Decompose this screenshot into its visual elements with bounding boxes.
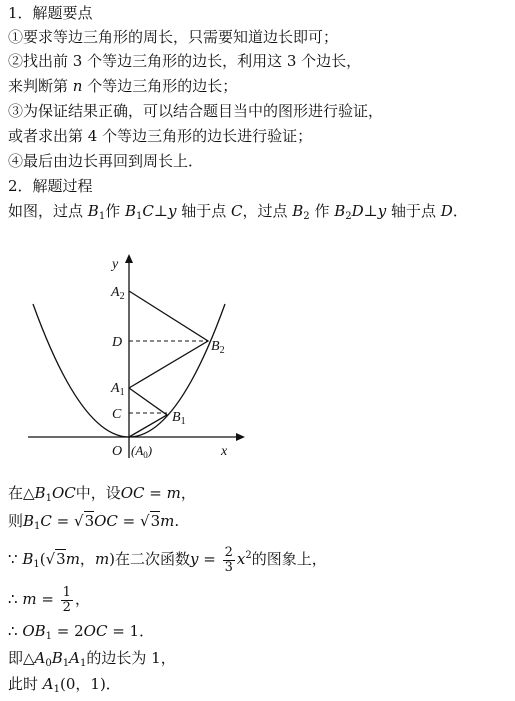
sqrt-symbol: √3: [74, 512, 95, 530]
point-1: ①要求等边三角形的周长，只需要知道边长即可；: [8, 28, 339, 46]
point-2-continued: 来判断第 n 个等边三角形的边长；: [8, 77, 238, 95]
sqrt-symbol: √3: [45, 550, 66, 568]
proof-intro: 如图，过点 $B_1$作 $B_1C\perp y$ 轴于点 C，过点 $B_2$ 作 $B_2D\perp y$ 轴于点 D．: [8, 202, 468, 222]
label-a2: $A_2$: [111, 285, 125, 302]
fraction-one-half: $\frac{1}{2}$: [62, 584, 71, 615]
heading-solution: 2．解题过程: [8, 177, 93, 195]
label-o: O: [112, 444, 123, 459]
sqrt-symbol: √3: [140, 512, 161, 530]
label-a1: $A_1$: [111, 381, 125, 398]
heading-key-points: 1．解题要点: [8, 4, 93, 22]
triangle-a1-b2-a2: [129, 291, 208, 388]
fraction-two-thirds: $\frac{2}{3}$: [224, 544, 233, 575]
math-line-6: 即$\triangle A_0B_1A_1$的边长为 1，: [8, 649, 176, 669]
y-axis-arrow: [125, 254, 133, 263]
math-line-2: 则$B_1C = √3OC = √3m$.: [8, 512, 180, 532]
label-c: C: [112, 407, 122, 422]
label-d: D: [112, 335, 123, 350]
point-3-continued: 或者求出第 4 个等边三角形的边长进行验证；: [8, 127, 313, 145]
label-x: x: [221, 444, 228, 459]
triangle-a0-b1-a1: [129, 388, 167, 437]
x-axis-arrow: [236, 433, 245, 441]
point-2: ②找出前 3 个等边三角形的边长，利用这 3 个边长，: [8, 52, 362, 70]
label-b2: $B_2$: [211, 339, 225, 356]
math-line-5: ∴ $OB_1 = 2OC = 1$．: [8, 622, 155, 642]
label-b1: $B_1$: [172, 410, 186, 427]
label-y: y: [112, 257, 119, 272]
math-line-1: 在$\triangle B_1OC$中，设OC = m，: [8, 484, 196, 504]
point-3: ③为保证结果正确，可以结合题目当中的图形进行验证，: [8, 102, 384, 120]
point-4: ④最后由边长再回到周长上．: [8, 152, 204, 170]
math-line-7: 此时 $A_1(0$，1)．: [8, 675, 121, 695]
math-line-4: ∴ m = $\frac{1}{2}$ ，: [8, 584, 90, 615]
math-line-3: ∵ $B_1(√3m$，m)在二次函数y = $\frac{2}{3}$ $x^2$的图象上，: [8, 544, 327, 575]
label-a0: $(A_0)$: [131, 443, 153, 460]
